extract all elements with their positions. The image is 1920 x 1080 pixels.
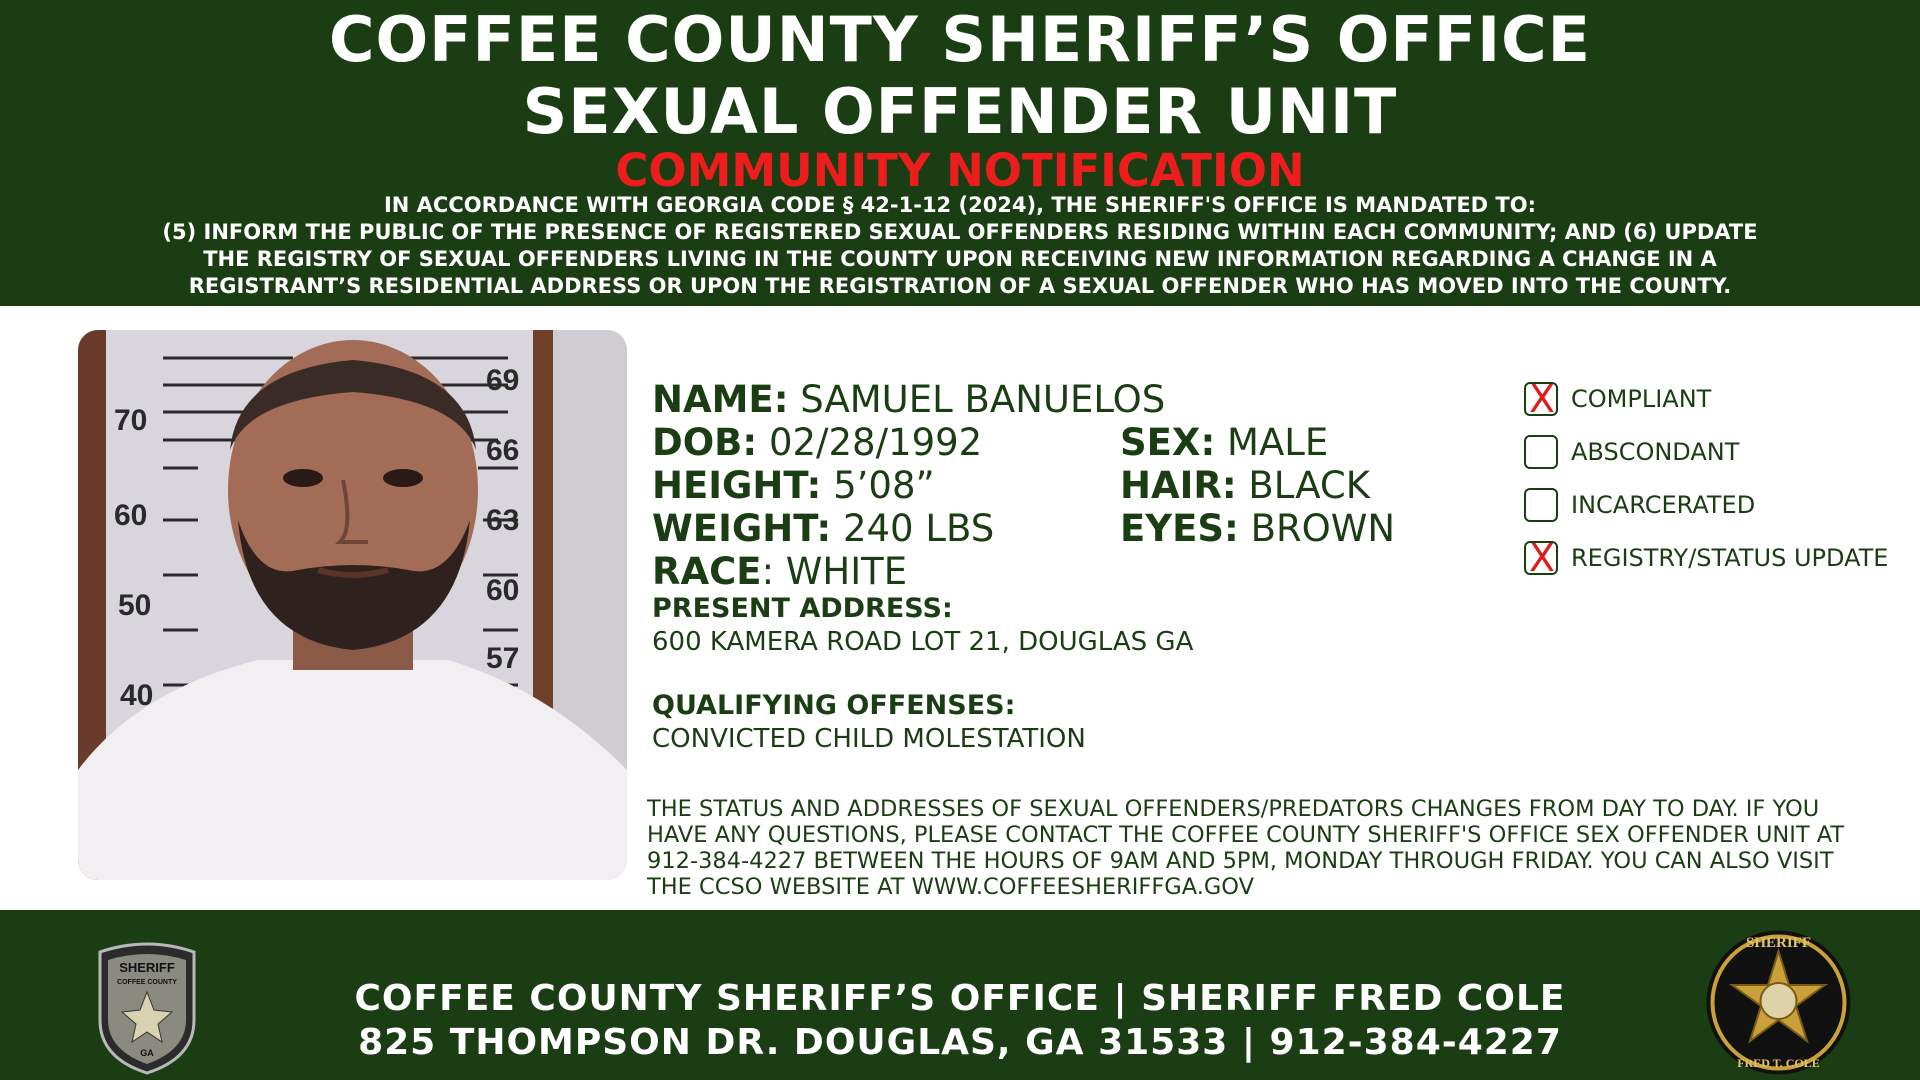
offender-dob: 02/28/1992 — [768, 421, 983, 464]
status-label: REGISTRY/STATUS UPDATE — [1571, 544, 1889, 572]
legal-line: IN ACCORDANCE WITH GEORGIA CODE § 42-1-12 (2024), THE SHERIFF'S OFFICE IS MANDATED TO: — [383, 193, 1536, 217]
height-mark-right: 63 — [486, 504, 520, 537]
address-label: PRESENT ADDRESS: — [652, 593, 953, 624]
race-row — [652, 550, 907, 594]
status-label: ABSCONDANT — [1571, 438, 1740, 466]
status-label: COMPLIANT — [1571, 385, 1712, 413]
mugshot-image — [78, 330, 627, 880]
offender-address: 600 KAMERA ROAD LOT 21, DOUGLAS GA — [652, 627, 1194, 657]
checkbox[interactable] — [1524, 377, 1558, 421]
legal-line: THE REGISTRY OF SEXUAL OFFENDERS LIVING IN THE COUNTY UPON RECEIVING NEW INFORMATION REGARDING A CHANGE IN A — [203, 247, 1717, 271]
offender-weight: 240 LBS — [842, 507, 995, 550]
disclaimer-line: 912-384-4227 BETWEEN THE HOURS OF 9AM AND 5PM, MONDAY THROUGH FRIDAY. YOU CAN ALSO VISIT — [647, 848, 1834, 874]
svg-text:GA: GA — [140, 1048, 154, 1058]
footer-address-line: 825 THOMPSON DR. DOUGLAS, GA 31533 | 912-384-4227 — [358, 1022, 1562, 1063]
weight-label: WEIGHT: — [652, 507, 832, 550]
offender-sex: MALE — [1227, 421, 1329, 464]
svg-text:SHERIFF: SHERIFF — [119, 960, 175, 975]
name-label: NAME: — [652, 378, 789, 421]
status-label: INCARCERATED — [1571, 491, 1756, 519]
svg-text:COFFEE COUNTY: COFFEE COUNTY — [117, 979, 177, 986]
hair-label: HAIR: — [1120, 464, 1237, 507]
name-row — [652, 378, 1165, 422]
offender-name: SAMUEL BANUELOS — [800, 378, 1166, 421]
offender-eyes: BROWN — [1250, 507, 1396, 550]
eyes-row — [1120, 507, 1395, 551]
race-label: RACE — [652, 550, 762, 593]
height-row — [652, 464, 935, 508]
footer-banner — [0, 910, 1920, 1080]
legal-line: REGISTRANT’S RESIDENTIAL ADDRESS OR UPON THE REGISTRATION OF A SEXUAL OFFENDER WHO HAS MOVED INTO THE COUNTY. — [188, 274, 1732, 298]
svg-text:SHERIFF: SHERIFF — [1745, 935, 1812, 951]
height-mark-left: 50 — [118, 589, 152, 622]
legal-line: (5) INFORM THE PUBLIC OF THE PRESENCE OF REGISTERED SEXUAL OFFENDERS RESIDING WITHIN EACH COMMUNITY; AND (6) UPDATE — [162, 220, 1758, 244]
dob-row — [652, 421, 982, 465]
community-notification-heading: COMMUNITY NOTIFICATION — [615, 144, 1305, 197]
sex-row — [1120, 421, 1328, 465]
checkbox[interactable] — [1524, 488, 1558, 522]
page-subtitle: SEXUAL OFFENDER UNIT — [522, 75, 1398, 148]
dob-label: DOB: — [652, 421, 758, 464]
offenses-label: QUALIFYING OFFENSES: — [652, 690, 1016, 721]
checkbox[interactable] — [1524, 435, 1558, 469]
eyes-label: EYES: — [1120, 507, 1239, 550]
disclaimer-line: HAVE ANY QUESTIONS, PLEASE CONTACT THE COFFEE COUNTY SHERIFF'S OFFICE SEX OFFENDER UNIT AT — [647, 822, 1845, 848]
offender-mugshot — [78, 330, 627, 880]
height-mark-right: 66 — [486, 434, 520, 467]
hair-row — [1120, 464, 1370, 508]
offender-offenses: CONVICTED CHILD MOLESTATION — [652, 724, 1086, 754]
x-mark-icon: X — [1529, 377, 1556, 421]
height-mark-left: 60 — [114, 499, 148, 532]
offender-race: : WHITE — [761, 550, 908, 593]
footer-office-line: COFFEE COUNTY SHERIFF’S OFFICE | SHERIFF FRED COLE — [354, 978, 1566, 1019]
header-banner — [0, 0, 1920, 306]
checkbox[interactable] — [1524, 536, 1558, 580]
weight-row — [652, 507, 994, 551]
page-title: COFFEE COUNTY SHERIFF’S OFFICE — [328, 3, 1592, 76]
disclaimer-line: THE CCSO WEBSITE AT WWW.COFFEESHERIFFGA.GOV — [647, 874, 1255, 900]
height-mark-right: 57 — [486, 642, 520, 675]
height-mark-left: 70 — [114, 404, 148, 437]
legal-notice — [60, 192, 1860, 300]
offender-height: 5’08” — [833, 464, 935, 507]
sex-label: SEX: — [1120, 421, 1216, 464]
sheriff-star-badge-logo — [1705, 929, 1852, 1076]
height-mark-right: 60 — [486, 574, 520, 607]
offender-hair: BLACK — [1248, 464, 1371, 507]
height-mark-right: 69 — [486, 364, 520, 397]
disclaimer-line: THE STATUS AND ADDRESSES OF SEXUAL OFFENDERS/PREDATORS CHANGES FROM DAY TO DAY. IF YOU — [647, 796, 1820, 822]
x-mark-icon: X — [1529, 536, 1556, 580]
height-label: HEIGHT: — [652, 464, 822, 507]
status-disclaimer — [647, 796, 1887, 900]
height-mark-left: 40 — [120, 679, 154, 712]
svg-text:FRED T. COLE: FRED T. COLE — [1737, 1056, 1820, 1070]
